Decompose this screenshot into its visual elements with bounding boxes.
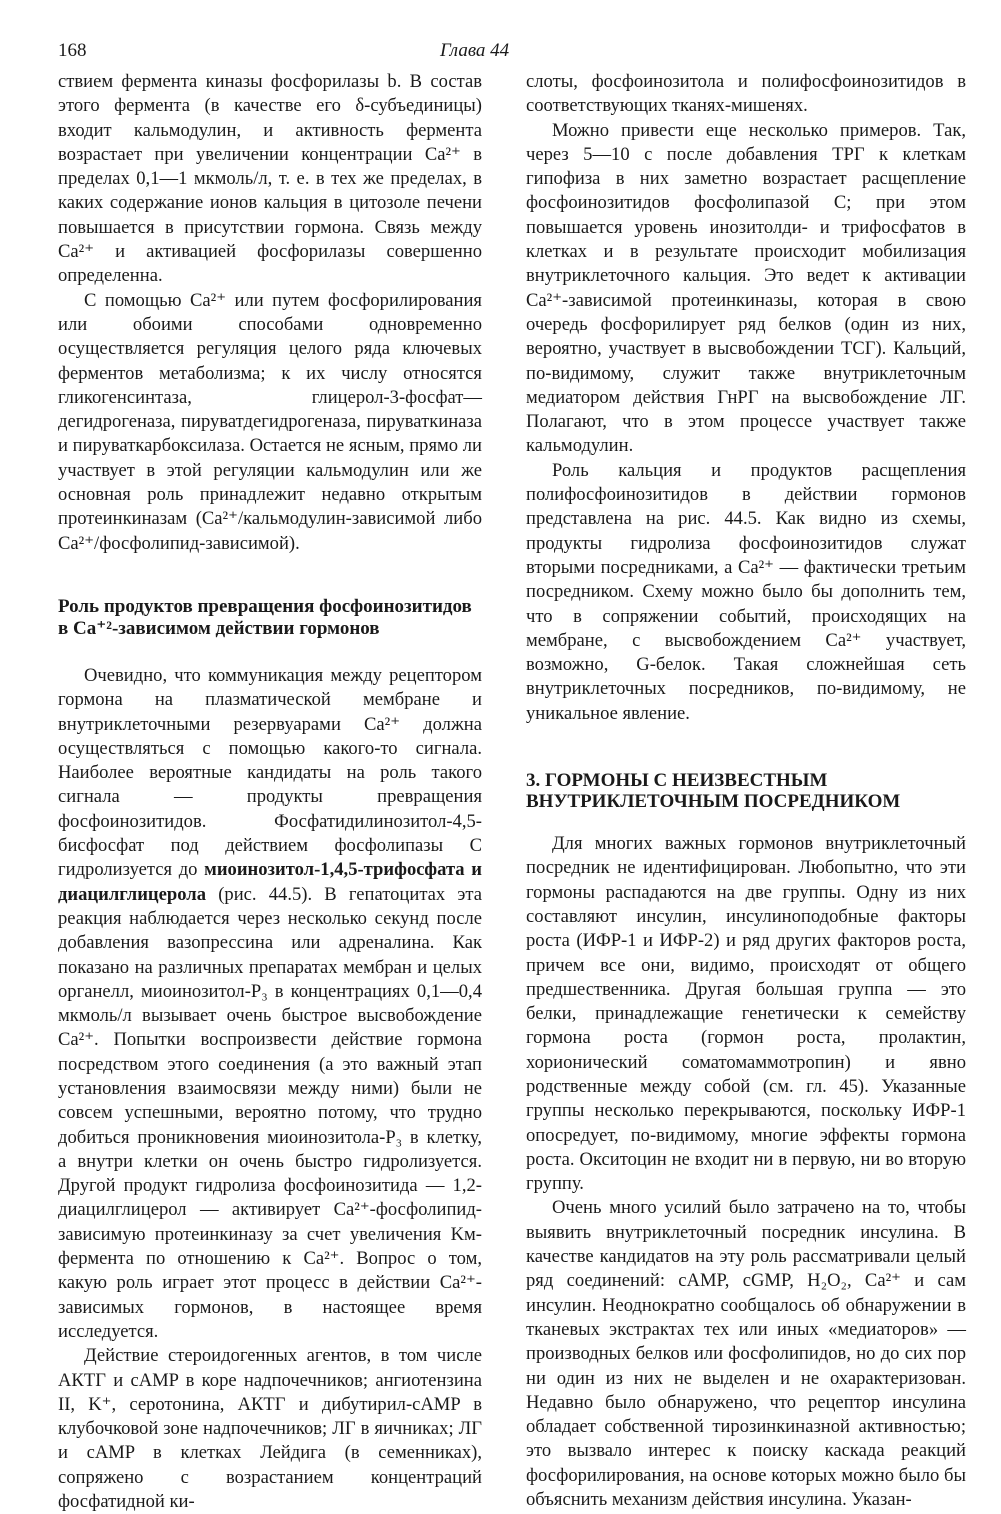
left-paragraph-3-part-b: (рис. 44.5). В гепатоцитах эта реакция наблюдается через несколько секунд после добавления вазопрессина или адреналина. Как показано на различных препаратах мембран и целых органелл, миоинозитол-P₃ в концентрациях 0,1—0,4 мкмоль/л вызывает очень быстрое высвобождение Ca²⁺. Попытки воспроизвести действие гормона посредством этого соединения (а это важный этап установления взаимосвязи между ними) были не совсем успешными, вероятно потому, что трудно добиться проникновения миоинозитола-P₃ в клетку, а внутри клетки он очень быстро гидролизуется. Другой продукт гидролиза фосфоинозитида — 1,2-диацилглицерол — активирует Ca²⁺-фосфолипид-зависимую протеинкиназу за счет увеличения Kм-фермента по отношению к Ca²⁺. Вопрос о том, какую роль играет этот процесс в действии Ca²⁺-зависимых гормонов, в настоящее время исследуется. <box>58 883 482 1342</box>
page-number: 168 <box>58 40 87 61</box>
right-paragraph-3: Роль кальция и продуктов расщепления полифосфоинозитидов в действии гормонов представлена на рис. 44.5. Как видно из схемы, продукты гидролиза фосфоинозитидов служат вторыми посредниками, а Ca²⁺ — фактически третьим посредником. Схему можно было бы дополнить тем, что в сопряжении событий, происходящих на мембране, с высвобождением Ca²⁺ участвует, возможно, G-белок. Такая сложнейшая сеть внутриклеточных посредников, по-видимому, не уникальное явление. <box>526 459 966 724</box>
right-paragraph-2: Можно привести еще несколько примеров. Так, через 5—10 с после добавления ТРГ к клеткам гипофиза в них заметно возрастает расщепление фосфоинозитидов фосфолипазой С; при этом повышается уровень инозитолди- и трифосфатов в клетках и в результате происходит мобилизация внутриклеточного кальция. Это ведет к активации Ca²⁺-зависимой протеинкиназы, которая в свою очередь фосфорилирует ряд белков (один из них, вероятно, участвует в высвобождении ТСГ). Кальций, по-видимому, служит также внутриклеточным медиатором действия ГнРГ на высвобождение ЛГ. Полагают, что в этом процессе участвует также кальмодулин. <box>526 119 966 457</box>
subheading-phosphoinositides: Роль продуктов превращения фосфоинозитидов в Ca⁺²-зависимом действии гормонов <box>58 595 472 639</box>
left-paragraph-3-part-a: Очевидно, что коммуникация между рецептором гормона на плазматической мембране и внутриклеточными резервуарами Ca²⁺ должна осуществляться с помощью какого-то сигнала. Наиболее вероятные кандидаты на роль такого сигнала — продукты превращения фосфоинозитидов. Фосфатидилинозитол-4,5-бисфосфат под действием фосфолипазы С гидролизуется до <box>58 664 482 881</box>
left-paragraph-3 <box>58 664 482 1344</box>
left-paragraph-2: С помощью Ca²⁺ или путем фосфорилирования или обоими способами одновременно осуществляется регуляция целого ряда ключевых ферментов метаболизма; к их числу относятся гликогенсинтаза, глицерол-3-фосфат—дегидрогеназа, пируватдегидрогеназа, пируваткиназа и пируваткарбоксилаза. Остается не ясным, прямо ли участвует в этой регуляции кальмодулин или же основная роль принадлежит недавно открытым протеинкиназам (Ca²⁺/кальмодулин-зависимой либо Ca²⁺/фосфолипид-зависимой). <box>58 289 482 554</box>
left-paragraph-1: ствием фермента киназы фосфорилазы b. В состав этого фермента (в качестве его δ-субъединицы) входит кальмодулин, и активность фермента возрастает при увеличении концентрации Ca²⁺ в пределах 0,1—1 мкмоль/л, т. е. в тех же пределах, в каких содержание ионов кальция в цитозоле печени повышается в присутствии гормона. Связь между Ca²⁺ и активацией фосфорилазы совершенно определенна. <box>58 71 482 287</box>
running-head: Глава 44 <box>440 40 510 61</box>
right-paragraph-5: Очень много усилий было затрачено на то, чтобы выявить внутриклеточный посредник инсулина. В качестве кандидатов на эту роль рассматривали целый ряд соединений: cAMP, cGMP, H₂O₂, Ca²⁺ и сам инсулин. Неоднократно сообщалось об обнаружении в тканевых экстрактах тех или иных «медиаторов» — производных белков или фосфолипидов, но до сих пор ни один из них не выделен и не охарактеризован. Недавно было обнаружено, что рецептор инсулина обладает собственной тирозинкиназной активностью; это вызвало интерес к поиску каскада реакций фосфорилирования, на основе которых можно было бы объяснить механизм действия инсулина. Указан- <box>526 1197 966 1511</box>
right-column <box>526 70 966 1512</box>
left-paragraph-4: Действие стероидогенных агентов, в том числе АКТГ и cAMP в коре надпочечников; ангиотензина II, K⁺, серотонина, АКТГ и дибутирил-cAMP в клубочковой зоне надпочечников; ЛГ в яичниках; ЛГ и cAMP в клетках Лейдига (в семенниках), сопряжено с возрастанием концентраций фосфатидной ки- <box>58 1345 482 1513</box>
right-paragraph-1: слоты, фосфоинозитола и полифосфоинозитидов в соответствующих тканях-мишенях. <box>526 71 966 117</box>
section-heading-unknown-messenger: 3. ГОРМОНЫ С НЕИЗВЕСТНЫМ ВНУТРИКЛЕТОЧНЫМ ПОСРЕДНИКОМ <box>526 770 901 813</box>
bold-term-inositol-trisphosphate: миоинозитол-1,4,5-трифосфата и диацилглицерола <box>58 859 482 905</box>
right-paragraph-4: Для многих важных гормонов внутриклеточный посредник не идентифицирован. Любопытно, что эти гормоны распадаются на две группы. Одну из них составляют инсулин, инсулиноподобные факторы роста (ИФР-1 и ИФР-2) и ряд других факторов роста, причем все они, видимо, происходят от общего предшественника. Другая большая группа — это белки, принадлежащие генетически к семейству гормона роста (гормон роста, пролактин, хорионический соматомаммотропин) и явно родственные между собой (см. гл. 45). Указанные группы несколько перекрываются, поскольку ИФР-1 опосредует, по-видимому, многие эффекты гормона роста. Окситоцин не входит ни в первую, ни во вторую группу. <box>526 833 966 1195</box>
left-column <box>58 70 482 1514</box>
